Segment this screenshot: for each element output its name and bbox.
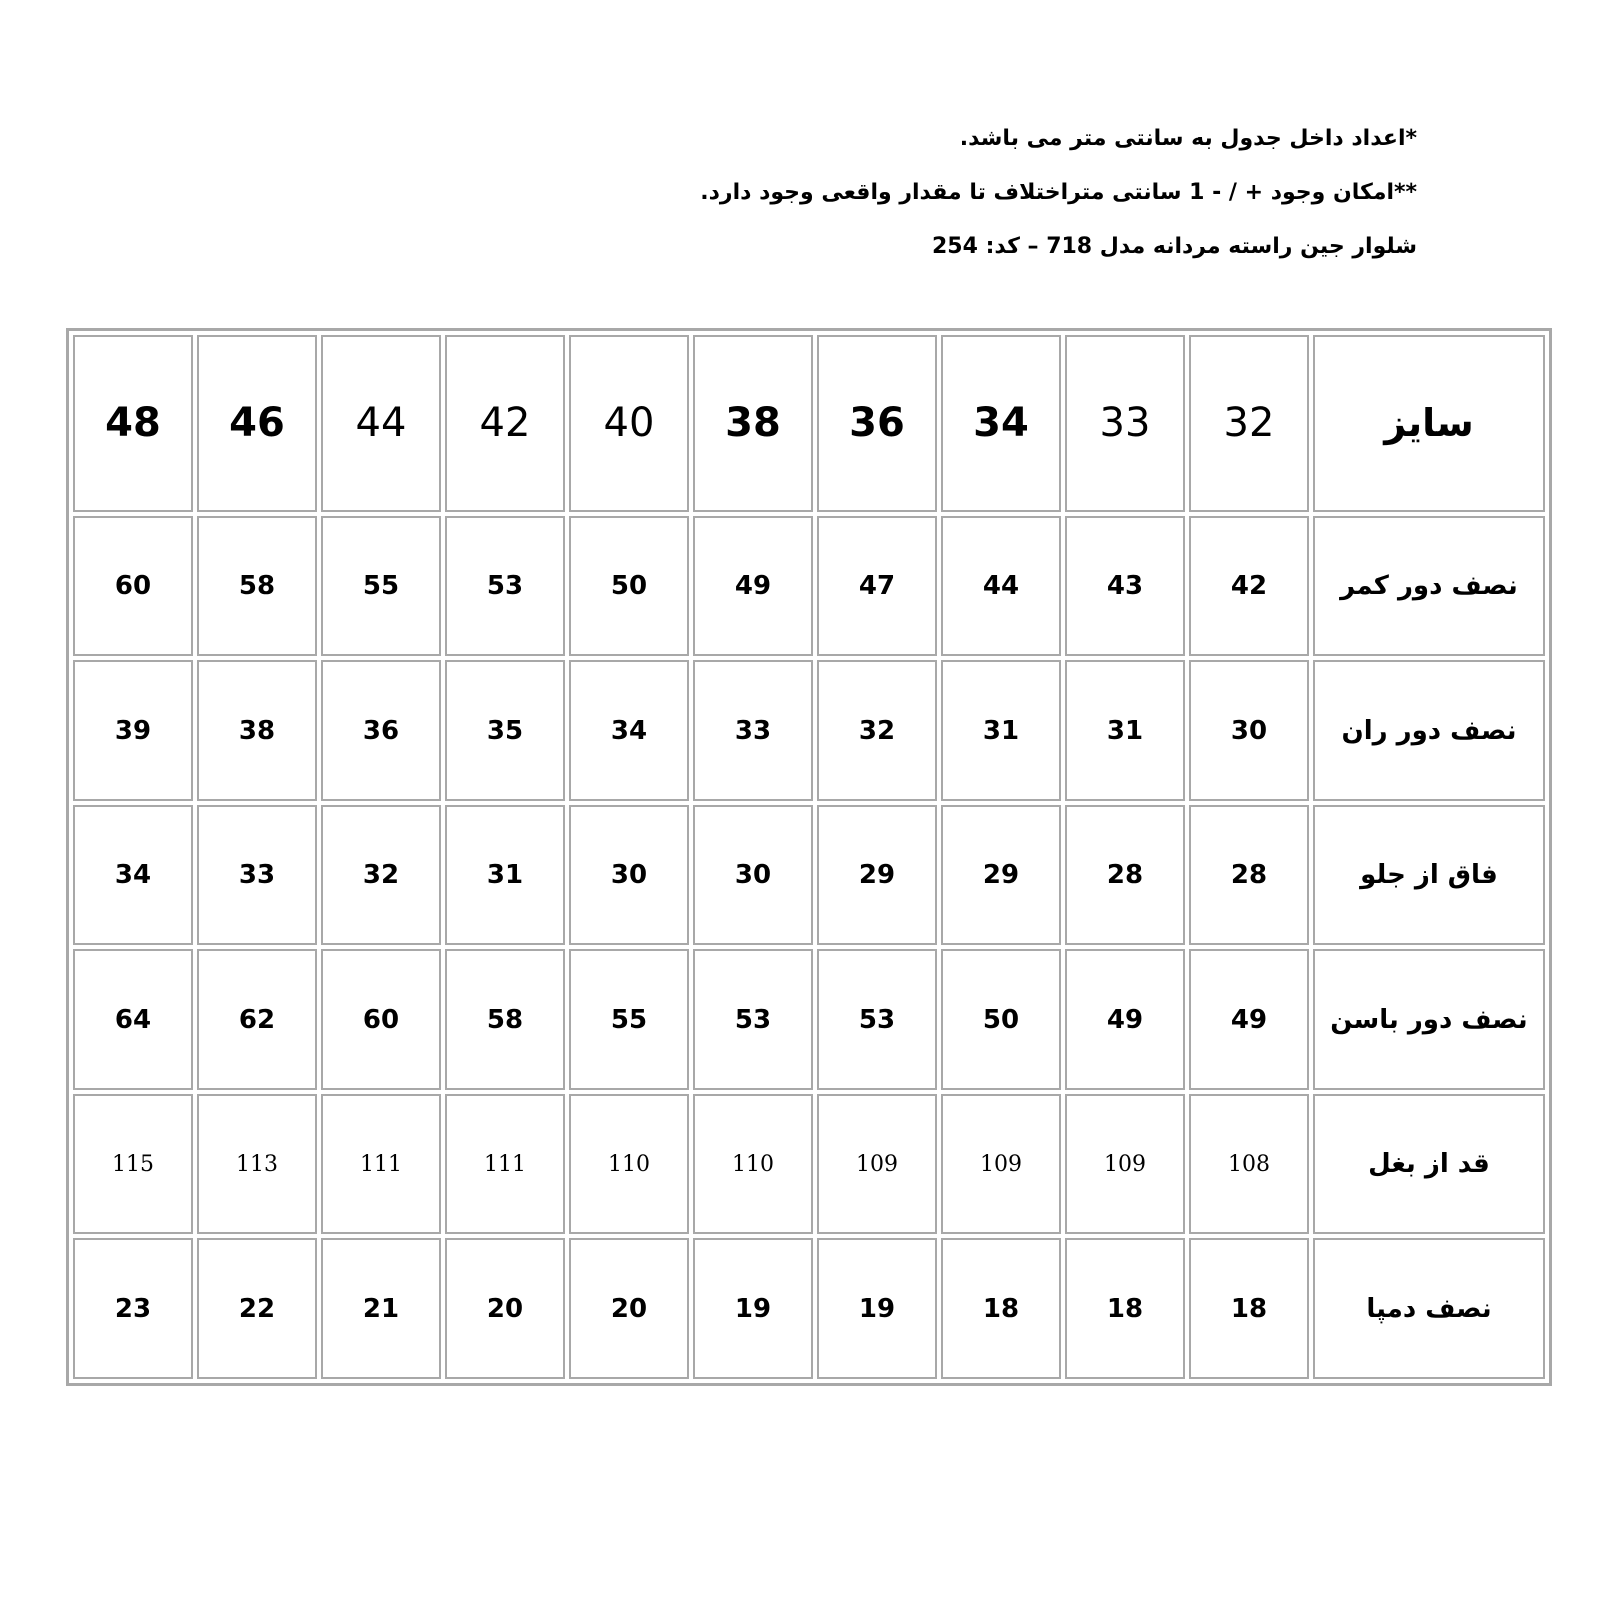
table-cell: 22 <box>197 1238 317 1379</box>
note-units: *اعداد داخل جدول به سانتی متر می باشد. <box>959 126 1417 151</box>
table-cell: 36 <box>321 660 441 801</box>
header-size-cell: 40 <box>569 335 689 512</box>
header-size-cell: 38 <box>693 335 813 512</box>
header-size-cell: 48 <box>73 335 193 512</box>
product-title: شلوار جین راسته مردانه مدل 718 – کد: 254 <box>931 234 1417 259</box>
table-cell: 111 <box>445 1094 565 1235</box>
table-cell: 55 <box>321 516 441 657</box>
note-tolerance: **امکان وجود + / - 1 سانتی متراختلاف تا مقدار واقعی وجود دارد. <box>700 180 1417 205</box>
table-cell: 31 <box>941 660 1061 801</box>
row-label: نصف دمپا <box>1313 1238 1545 1379</box>
table-cell: 49 <box>693 516 813 657</box>
header-size-cell: 46 <box>197 335 317 512</box>
table-cell: 18 <box>1065 1238 1185 1379</box>
table-cell: 28 <box>1189 805 1309 946</box>
table-cell: 109 <box>1065 1094 1185 1235</box>
header-size-cell: 44 <box>321 335 441 512</box>
table-row <box>73 805 1545 946</box>
table-cell: 33 <box>693 660 813 801</box>
header-size-cell: 32 <box>1189 335 1309 512</box>
table-cell: 32 <box>321 805 441 946</box>
table-cell: 109 <box>817 1094 937 1235</box>
header-size-label: سایز <box>1313 335 1545 512</box>
table-row <box>73 1238 1545 1379</box>
table-cell: 35 <box>445 660 565 801</box>
table-cell: 32 <box>817 660 937 801</box>
table-row <box>73 516 1545 657</box>
table-row <box>73 660 1545 801</box>
table-cell: 115 <box>73 1094 193 1235</box>
table-cell: 18 <box>941 1238 1061 1379</box>
table-cell: 64 <box>73 949 193 1090</box>
size-chart-table <box>66 328 1552 1386</box>
table-cell: 113 <box>197 1094 317 1235</box>
table-cell: 20 <box>569 1238 689 1379</box>
size-chart-notes <box>517 112 1417 274</box>
table-cell: 43 <box>1065 516 1185 657</box>
table-cell: 39 <box>73 660 193 801</box>
table-cell: 21 <box>321 1238 441 1379</box>
table-row <box>73 949 1545 1090</box>
table-cell: 110 <box>569 1094 689 1235</box>
table-cell: 18 <box>1189 1238 1309 1379</box>
table-cell: 50 <box>569 516 689 657</box>
table-cell: 30 <box>1189 660 1309 801</box>
table-cell: 55 <box>569 949 689 1090</box>
table-cell: 33 <box>197 805 317 946</box>
table-cell: 58 <box>197 516 317 657</box>
row-label: نصف دور باسن <box>1313 949 1545 1090</box>
table-cell: 29 <box>817 805 937 946</box>
table-cell: 50 <box>941 949 1061 1090</box>
table-cell: 62 <box>197 949 317 1090</box>
table-cell: 49 <box>1065 949 1185 1090</box>
header-size-cell: 42 <box>445 335 565 512</box>
table-cell: 44 <box>941 516 1061 657</box>
table-cell: 30 <box>569 805 689 946</box>
table-cell: 53 <box>693 949 813 1090</box>
table-cell: 53 <box>817 949 937 1090</box>
table-cell: 109 <box>941 1094 1061 1235</box>
table-cell: 60 <box>73 516 193 657</box>
table-cell: 20 <box>445 1238 565 1379</box>
table-cell: 58 <box>445 949 565 1090</box>
header-size-cell: 36 <box>817 335 937 512</box>
table-cell: 29 <box>941 805 1061 946</box>
table-cell: 28 <box>1065 805 1185 946</box>
table-cell: 42 <box>1189 516 1309 657</box>
table-cell: 47 <box>817 516 937 657</box>
row-label: نصف دور کمر <box>1313 516 1545 657</box>
row-label: نصف دور ران <box>1313 660 1545 801</box>
table-cell: 110 <box>693 1094 813 1235</box>
row-label: قد از بغل <box>1313 1094 1545 1235</box>
table-cell: 30 <box>693 805 813 946</box>
table-cell: 38 <box>197 660 317 801</box>
row-label: فاق از جلو <box>1313 805 1545 946</box>
table-cell: 60 <box>321 949 441 1090</box>
header-size-cell: 33 <box>1065 335 1185 512</box>
table-cell: 108 <box>1189 1094 1309 1235</box>
table-cell: 111 <box>321 1094 441 1235</box>
table-cell: 23 <box>73 1238 193 1379</box>
table-cell: 19 <box>817 1238 937 1379</box>
table-cell: 31 <box>445 805 565 946</box>
table-cell: 49 <box>1189 949 1309 1090</box>
table-row <box>73 1094 1545 1235</box>
table-cell: 31 <box>1065 660 1185 801</box>
table-cell: 19 <box>693 1238 813 1379</box>
table-cell: 34 <box>569 660 689 801</box>
table-cell: 34 <box>73 805 193 946</box>
table-header-row <box>73 335 1545 512</box>
header-size-cell: 34 <box>941 335 1061 512</box>
table-cell: 53 <box>445 516 565 657</box>
